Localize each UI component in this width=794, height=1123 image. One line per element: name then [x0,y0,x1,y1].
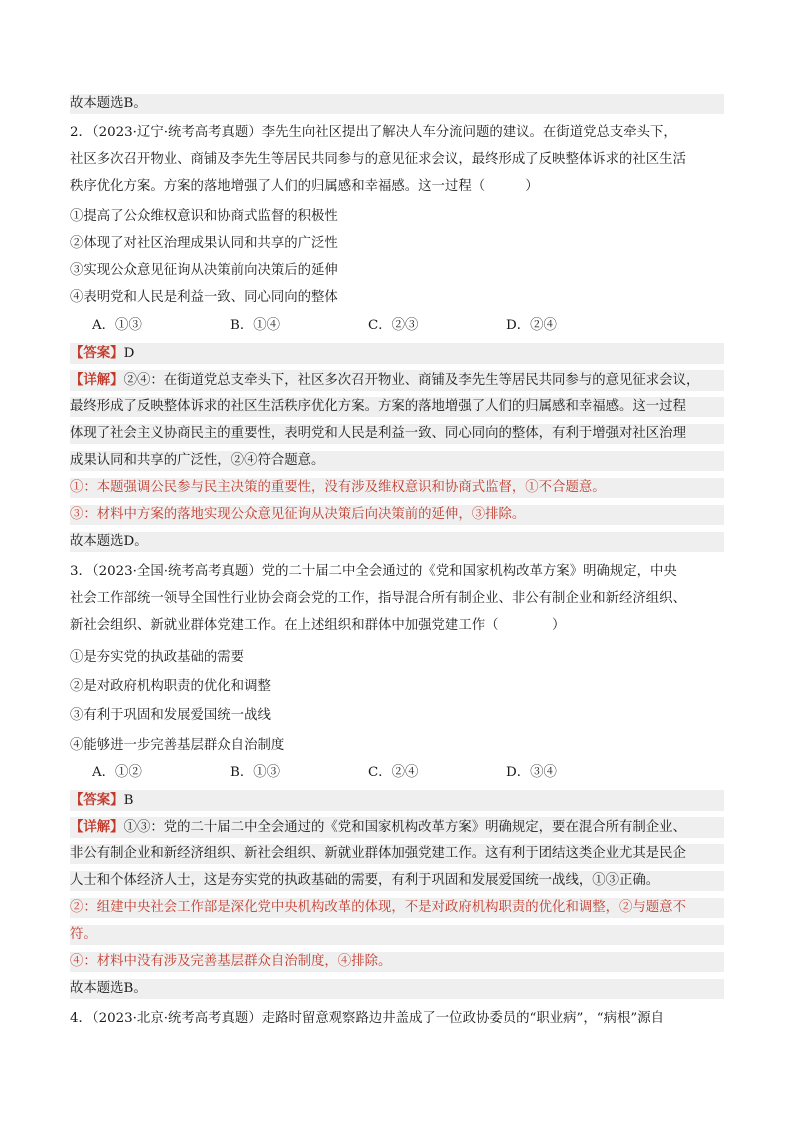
q3-explain-text-1: ①③：党的二十届二中全会通过的《党和国家机构改革方案》明确规定，要在混合所有制企业、 [123,820,686,835]
q3-option-b: B．①③ [230,765,281,780]
q3-explain-line-3: 人士和个体经济人士，这是夯实党的执政基础的需要，有利于巩固和发展爱国统一战线，①③正确。 [70,871,724,891]
q2-wrong-2: ③：材料中方案的落地实现公众意见征询从决策后向决策前的延伸，③排除。 [70,505,724,525]
q3-wrong-2: 符。 [70,925,724,945]
q3-answer-label: 【答案】 [70,792,124,808]
q2-statement-1: ①提高了公众维权意识和协商式监督的积极性 [70,209,338,224]
q2-stem-line-3: 秩序优化方案。方案的落地增强了人们的归属感和幸福感。这一过程（ ） [70,179,539,194]
q4-stem-line-1: 4．（2023·北京·统考高考真题）走路时留意观察路边井盖成了一位政协委员的“职业病”，“病根”源自 [70,1011,665,1026]
q2-answer-value: D [123,346,135,361]
q3-option-c: C．②④ [368,765,419,780]
q3-explain-label: 【详解】 [70,819,124,835]
q3-conclusion: 故本题选B。 [70,979,724,999]
q2-explain-line-1 [70,370,724,391]
q2-option-b: B．①④ [230,318,281,333]
q3-statement-2: ②是对政府机构职责的优化和调整 [70,679,271,694]
q2-statement-3: ③实现公众意见征询从决策前向决策后的延伸 [70,263,338,278]
q3-statement-4: ④能够进一步完善基层群众自治制度 [70,738,285,753]
q2-option-c: C．②③ [368,318,419,333]
q3-option-a: A．①② [92,765,142,780]
q3-answer [70,790,724,811]
q3-statement-1: ①是夯实党的执政基础的需要 [70,650,245,665]
q2-explain-line-3: 体现了社会主义协商民主的重要性，表明党和人民是利益一致、同心同向的整体，有利于增强对社区治理 [70,424,724,444]
q2-option-d: D．②④ [506,318,557,333]
q2-options [92,316,652,336]
q2-explain-label: 【详解】 [70,372,124,388]
q2-answer-label: 【答案】 [70,345,124,361]
q2-statement-2: ②体现了对社区治理成果认同和共享的广泛性 [70,236,338,251]
q2-wrong-1: ①：本题强调公民参与民主决策的重要性，没有涉及维权意识和协商式监督，①不合题意。 [70,478,724,498]
q3-statement-3: ③有利于巩固和发展爱国统一战线 [70,708,271,723]
q3-wrong-1: ②：组建中央社会工作部是深化党中央机构改革的体现，不是对政府机构职责的优化和调整，②与题意不 [70,898,724,918]
q2-explain-line-4: 成果认同和共享的广泛性，②④符合题意。 [70,451,724,471]
q3-explain-line-1 [70,817,724,838]
q2-statement-4: ④表明党和人民是利益一致、同心同向的整体 [70,290,338,305]
q2-explain-line-2: 最终形成了反映整体诉求的社区生活秩序优化方案。方案的落地增强了人们的归属感和幸福感。这一过程 [70,397,724,417]
q2-stem-line-2: 社区多次召开物业、商铺及李先生等居民共同参与的意见征求会议，最终形成了反映整体诉求的社区生活 [70,152,686,167]
q3-wrong-3: ④：材料中没有涉及完善基层群众自治制度，④排除。 [70,952,724,972]
q3-option-d: D．③④ [506,765,557,780]
q3-options [92,763,652,783]
q2-answer [70,343,724,364]
q2-stem-line-1: 2．（2023·辽宁·统考高考真题）李先生向社区提出了解决人车分流问题的建议。在街道党总支牵头下， [70,125,677,140]
q3-stem-line-3: 新社会组织、新就业群体党建工作。在上述组织和群体中加强党建工作（ ） [70,618,566,633]
q3-stem-line-2: 社会工作部统一领导全国性行业协会商会党的工作，指导混合所有制企业、非公有制企业和新经济组织、 [70,591,686,606]
q2-explain-text-1: ②④：在街道党总支牵头下，社区多次召开物业、商铺及李先生等居民共同参与的意见征求会议， [123,373,700,388]
q3-answer-value: B [123,793,134,808]
q2-option-a: A．①③ [92,318,142,333]
q3-stem-line-1: 3．（2023·全国·统考高考真题）党的二十届二中全会通过的《党和国家机构改革方案》明确规定，中央 [70,564,677,579]
q3-explain-line-2: 非公有制企业和新经济组织、新社会组织、新就业群体加强党建工作。这有利于团结这类企业尤其是民企 [70,844,724,864]
q2-conclusion: 故本题选D。 [70,532,724,552]
q1-conclusion: 故本题选B。 [70,94,724,114]
